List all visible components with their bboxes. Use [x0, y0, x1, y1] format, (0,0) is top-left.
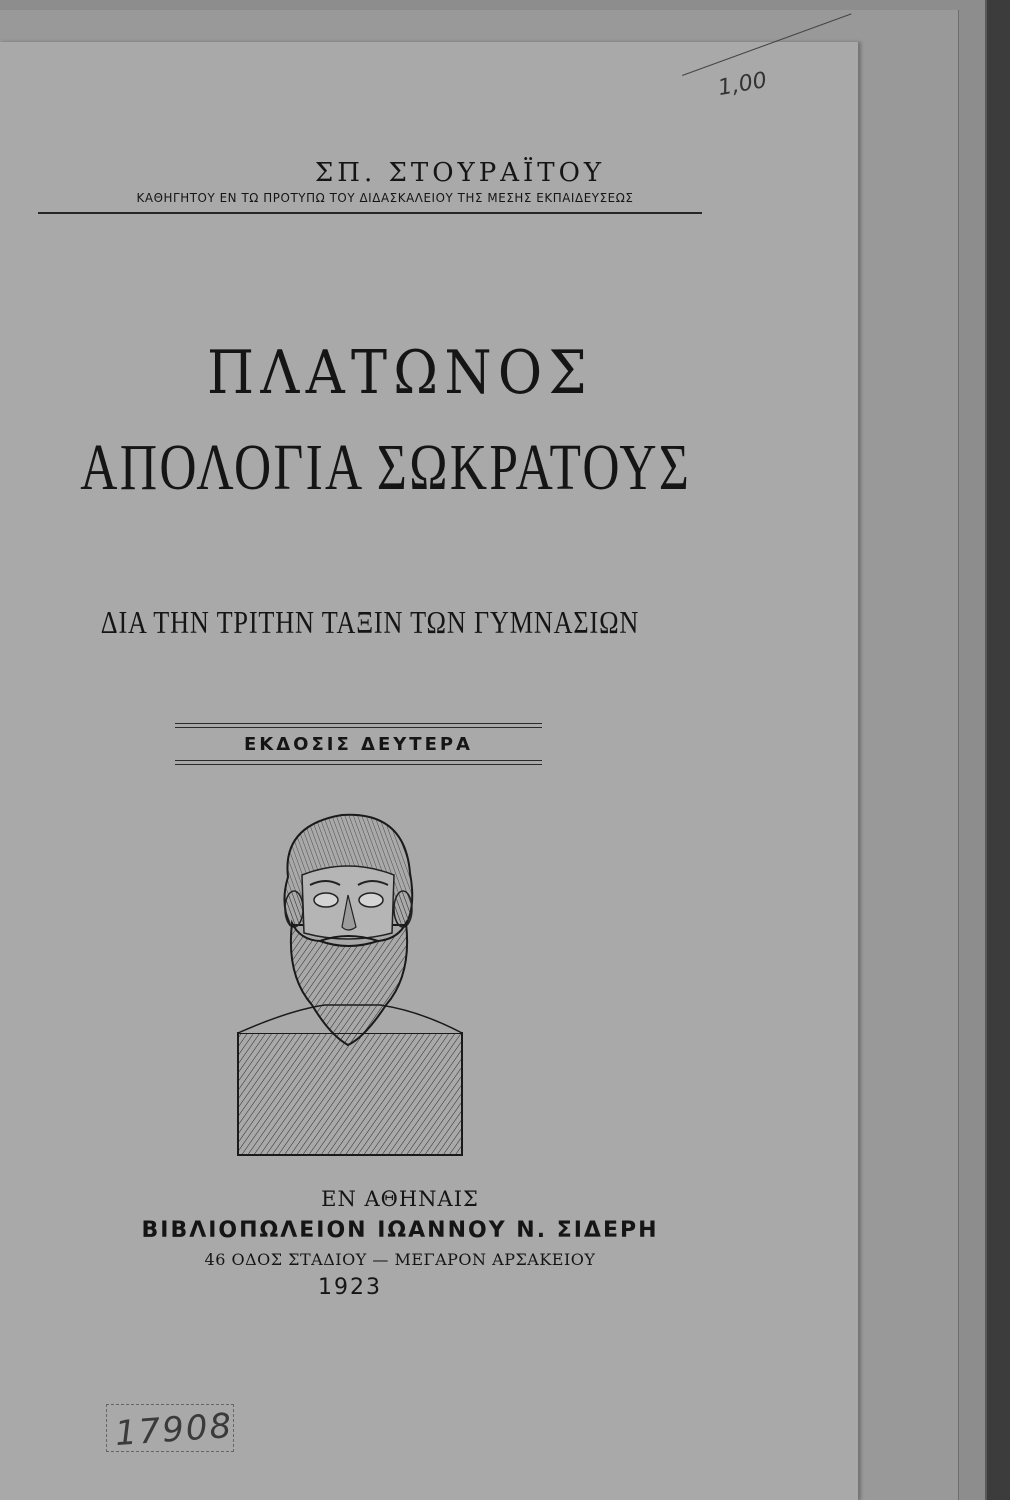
title-line-2: ΑΠΟΛΟΓΙΑ ΣΩΚΡΑΤΟΥΣ — [80, 431, 692, 504]
title-line-1: ΠΛΑΤΩΝΟΣ — [207, 338, 593, 408]
edition-rule-top-1 — [175, 723, 542, 724]
edition-label: ΕΚΔΟΣΙΣ ΔΕΥΤΕΡΑ — [244, 734, 473, 755]
publisher: ΒΙΒΛΙΟΠΩΛΕΙΟΝ ΙΩΑΝΝΟΥ Ν. ΣΙΔΕΡΗ — [141, 1218, 659, 1243]
edition-rule-bottom-1 — [175, 760, 542, 761]
handwritten-inventory-number: 17908 — [113, 1405, 235, 1455]
author-title: ΚΑΘΗΓΗΤΟΥ ΕΝ ΤΩ ΠΡΟΤΥΠΩ ΤΟΥ ΔΙΔΑΣΚΑΛΕΙΟΥ ΤΗΣ ΜΕΣΗΣ ΕΚΠΑΙΔΕΥΣΕΩΣ — [136, 190, 634, 205]
handwritten-price: 1,00 — [716, 67, 769, 102]
socrates-bust-illustration — [230, 805, 470, 1160]
author-rule — [38, 212, 702, 214]
edition-rule-top-2 — [175, 727, 542, 728]
subtitle: ΔΙΑ ΤΗΝ ΤΡΙΤΗΝ ΤΑΞΙΝ ΤΩΝ ΓΥΜΝΑΣΙΩΝ — [100, 604, 640, 640]
edition-rule-bottom-2 — [175, 764, 542, 765]
publication-place: ΕΝ ΑΘΗΝΑΙΣ — [321, 1187, 479, 1211]
publisher-address: 46 ΟΔΟΣ ΣΤΑΔΙΟΥ — ΜΕΓΑΡΟΝ ΑΡΣΑΚΕΙΟΥ — [204, 1250, 596, 1269]
publication-year: 1923 — [318, 1275, 382, 1300]
author-name: ΣΠ. ΣΤΟΥΡΑΪΤΟΥ — [314, 158, 606, 188]
price-pencil-line — [682, 13, 851, 76]
